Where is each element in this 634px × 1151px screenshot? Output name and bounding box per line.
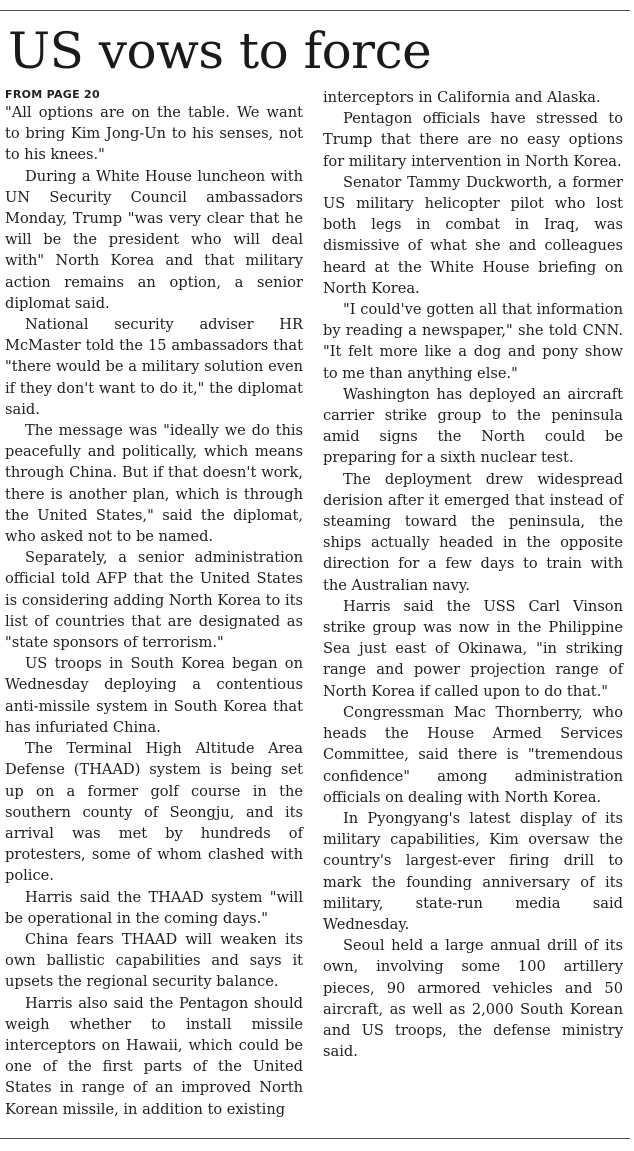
paragraph: Seoul held a large annual drill of its own, involving some 100 artillery pieces, 90 armored vehicles and 50 aircraft, as well as 2,000 South Korean and US troops, the defense ministry said. bbox=[323, 937, 623, 1061]
paragraph: The message was "ideally we do this peacefully and politically, which means through China. But if that doesn't work, there is another plan, which is through the United States," said the diplomat, who asked not to be named. bbox=[5, 422, 303, 546]
paragraph: interceptors in California and Alaska. bbox=[323, 89, 601, 106]
top-rule bbox=[0, 10, 630, 11]
paragraph: Harris said the THAAD system "will be operational in the coming days." bbox=[5, 888, 303, 927]
paragraph: In Pyongyang's latest display of its military capabilities, Kim oversaw the country's largest-ever firing drill to mark the founding anniversary of its military, state-run media said Wednesday. bbox=[323, 809, 623, 933]
headline: US vows to force bbox=[8, 22, 432, 80]
paragraph: Separately, a senior administration official told AFP that the United States is considering adding North Korea to its list of countries that are designated as "state sponsors of terrorism." bbox=[5, 549, 303, 652]
paragraph: National security adviser HR McMaster told the 15 ambassadors that "there would be a military solution even if they don't want to do it," the diplomat said. bbox=[5, 316, 303, 418]
paragraph: China fears THAAD will weaken its own ballistic capabilities and says it upsets the regional security balance. bbox=[5, 930, 303, 991]
paragraph: Senator Tammy Duckworth, a former US military helicopter pilot who lost both legs in combat in Iraq, was dismissive of what she and colleagues heard at the White House briefing on North Korea. bbox=[323, 173, 623, 297]
paragraph: US troops in South Korea began on Wednesday deploying a contentious anti-missile system in South Korea that has infuriated China. bbox=[5, 655, 303, 736]
paragraph: Washington has deployed an aircraft carrier strike group to the peninsula amid signs the North could be preparing for a sixth nuclear test. bbox=[323, 385, 623, 467]
paragraph: The deployment drew widespread derision after it emerged that instead of steaming toward the peninsula, the ships actually headed in the opposite direction for a few days to train with the Australian navy. bbox=[323, 470, 623, 594]
article-column-left bbox=[5, 87, 303, 1120]
paragraph: "I could've gotten all that information by reading a newspaper," she told CNN. "It felt more like a dog and pony show to me than anything else." bbox=[323, 301, 623, 382]
bottom-rule bbox=[0, 1138, 630, 1139]
paragraph: Pentagon officials have stressed to Trump that there are no easy options for military intervention in North Korea. bbox=[323, 110, 623, 170]
paragraph: Harris also said the Pentagon should weigh whether to install missile interceptors on Hawaii, which could be one of the first parts of the United States in range of an improved North Korean missile, in addition to existing bbox=[5, 994, 303, 1118]
paragraph: Congressman Mac Thornberry, who heads the House Armed Services Committee, said there is "tremendous confidence" among administration officials on dealing with North Korea. bbox=[323, 703, 623, 806]
paragraph: "All options are on the table. We want to bring Kim Jong-Un to his senses, not to his knees." bbox=[5, 104, 303, 164]
paragraph: Harris said the USS Carl Vinson strike group was now in the Philippine Sea just east of Okinawa, "in striking range and power projection range of North Korea if called upon to do that." bbox=[323, 597, 623, 700]
paragraph: During a White House luncheon with UN Security Council ambassadors Monday, Trump "was very clear that he will be the president who will deal with" North Korea and that military action remains an option, a senior diplomat said. bbox=[5, 167, 303, 312]
article-column-right bbox=[323, 87, 623, 1062]
jump-label: FROM PAGE 20 bbox=[5, 88, 100, 101]
paragraph: The Terminal High Altitude Area Defense (THAAD) system is being set up on a former golf course in the southern county of Seongju, and its arrival was met by hundreds of protesters, some of whom clashed with police. bbox=[5, 740, 303, 885]
